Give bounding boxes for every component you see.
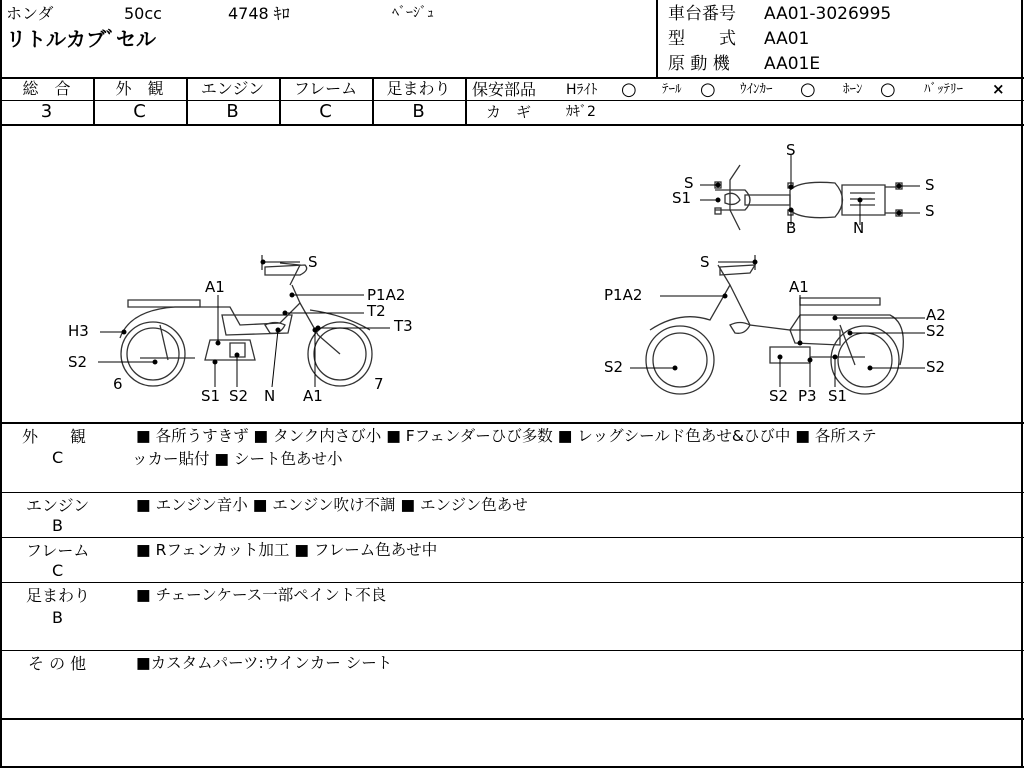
diagram-right-label: S1 — [828, 387, 848, 405]
model-name: リトルカブﾞセル — [6, 27, 156, 51]
maker-name: ホンダ — [6, 4, 54, 23]
grade-header-frame: フレーム — [293, 79, 358, 98]
safety-headlight-label: Hﾗｲﾄ — [566, 82, 598, 98]
diagram-right-label: P3 — [798, 387, 817, 405]
diagram-top-label: B — [786, 219, 797, 237]
grade-exterior: C — [133, 101, 146, 122]
remark-text: ッカー貼付 ■ シート色あせ小 — [132, 450, 343, 468]
diagram-right-label: A1 — [789, 278, 809, 296]
model-type-label: 型 式 — [668, 29, 736, 49]
grade-total: 3 — [40, 101, 53, 122]
key-value: ｶｷﾞ2 — [566, 104, 596, 120]
remark-grade: B — [52, 516, 63, 535]
grade-engine: B — [226, 101, 239, 122]
diagram-left-label: S — [308, 253, 318, 271]
mileage: 4748 ｷﾛ — [228, 4, 290, 23]
remark-text: ■ チェーンケース一部ペイント不良 — [136, 586, 387, 604]
key-label: カ ギ — [486, 103, 532, 121]
diagram-left-label: A1 — [303, 387, 323, 405]
safety-battery-label: ﾊﾞｯﾃﾘｰ — [924, 82, 963, 97]
remark-category: フレーム — [26, 541, 90, 560]
grade-frame: C — [319, 101, 332, 122]
diagram-top-label: S — [786, 141, 796, 159]
safety-winker-mark: ○ — [800, 79, 816, 100]
diagram-left-label: S2 — [229, 387, 249, 405]
remark-text: ■カスタムパーツ:ウインカー シート — [136, 654, 393, 672]
diagram-right-label: S2 — [926, 358, 946, 376]
diagram-right-label: S2 — [769, 387, 789, 405]
diagram-left-label: 7 — [374, 375, 384, 393]
remark-grade: B — [52, 608, 63, 627]
remark-category: そ の 他 — [28, 654, 87, 673]
diagram-right-label: A2 — [926, 306, 946, 324]
body-color: ﾍﾞｰｼﾞｭ — [392, 5, 434, 21]
remark-grade: C — [52, 448, 64, 467]
displacement: 50cc — [124, 4, 162, 23]
safety-horn-label: ﾎｰﾝ — [843, 82, 863, 97]
diagram-left-label: 6 — [113, 375, 123, 393]
diagram-right-label: S2 — [926, 322, 946, 340]
grade-header-suspension: 足まわり — [386, 79, 451, 98]
safety-parts-title: 保安部品 — [472, 80, 537, 99]
safety-battery-mark: × — [992, 80, 1005, 98]
grade-header-engine: エンジン — [200, 79, 265, 98]
diagram-left-label: N — [264, 387, 276, 405]
frame-number: AA01-3026995 — [764, 4, 892, 24]
engine-type: AA01E — [764, 54, 821, 74]
grade-header-total: 総 合 — [22, 79, 71, 98]
safety-horn-mark: ○ — [880, 79, 896, 100]
diagram-top-label: S — [925, 176, 935, 194]
engine-type-label: 原 動 機 — [668, 54, 730, 74]
remark-text: ■ エンジン音小 ■ エンジン吹け不調 ■ エンジン色あせ — [136, 496, 528, 514]
diagram-left-label: S2 — [68, 353, 88, 371]
frame-number-label: 車台番号 — [668, 4, 736, 24]
diagram-top-label: N — [853, 219, 865, 237]
diagram-top-label: S1 — [672, 189, 692, 207]
grade-suspension: B — [412, 101, 425, 122]
diagram-right-label: P1A2 — [604, 286, 643, 304]
scooter-left-side-diagram — [0, 125, 460, 422]
diagram-left-label: P1A2 — [367, 286, 406, 304]
safety-winker-label: ｳｲﾝｶｰ — [740, 82, 773, 97]
remark-category: エンジン — [26, 496, 90, 515]
remark-text: ■ Rフェンカット加工 ■ フレーム色あせ中 — [136, 541, 438, 559]
safety-taillight-label: ﾃｰﾙ — [662, 82, 682, 97]
diagram-top-label: S — [925, 202, 935, 220]
remark-text: ■ 各所うすきず ■ タンク内さび小 ■ Fフェンダーひび多数 ■ レッグシールド色あせ&ひび中 ■ 各所ステ — [136, 427, 877, 445]
remark-category: 外 観 — [22, 427, 87, 446]
diagram-right-label: S — [700, 253, 710, 271]
diagram-left-label: T2 — [367, 302, 386, 320]
grade-header-exterior: 外 観 — [115, 79, 164, 98]
diagram-left-label: H3 — [68, 322, 89, 340]
diagram-right-label: S2 — [604, 358, 624, 376]
diagram-left-label: T3 — [394, 317, 413, 335]
diagram-left-label: S1 — [201, 387, 221, 405]
remark-grade: C — [52, 561, 64, 580]
diagram-left-label: A1 — [205, 278, 225, 296]
remark-category: 足まわり — [26, 586, 91, 605]
scooter-top-view-diagram — [700, 155, 920, 240]
safety-headlight-mark: ○ — [621, 79, 637, 100]
model-type: AA01 — [764, 29, 810, 49]
safety-taillight-mark: ○ — [700, 79, 716, 100]
diagram-top-label: S — [684, 174, 694, 192]
